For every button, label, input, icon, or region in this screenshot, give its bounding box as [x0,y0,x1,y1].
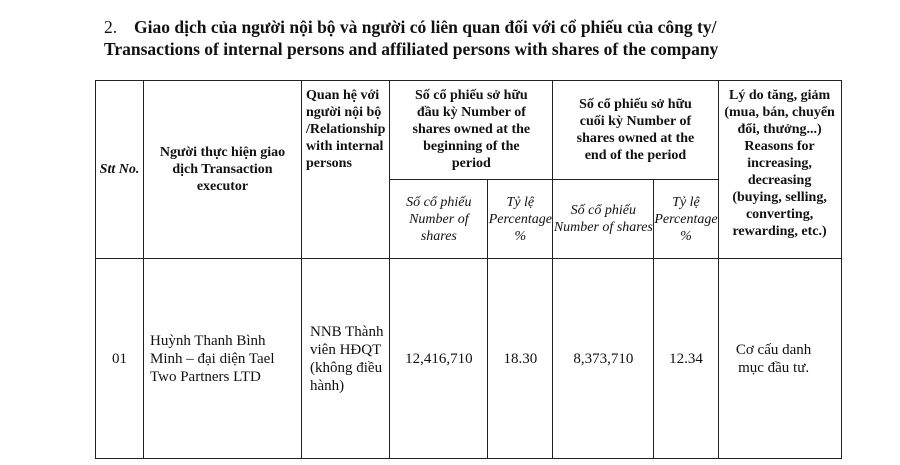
header-beginning: Số cổ phiếu sở hữu đầu kỳ Number of shares owned at the beginning of the period [390,81,553,180]
heading-line-vi: Giao dịch của người nội bộ và người có liên quan đối với cổ phiếu của công ty/ [134,17,717,37]
cell-end-percent: 12.34 [654,259,718,459]
header-begin-percent: Tỷ lệ Percentage % [488,180,553,259]
cell-reason: Cơ cấu danh mục đầu tư. [718,259,841,459]
cell-executor: Huỳnh Thanh Bình Minh – đại diện Tael Two Partners LTD [144,259,302,459]
header-end-percent: Tỷ lệ Percentage % [654,180,718,259]
header-relation: Quan hệ với người nội bộ /Relationship with internal persons [302,81,390,259]
cell-stt: 01 [96,259,144,459]
section-number: 2. [104,17,118,37]
heading-line-en: Transactions of internal persons and affiliated persons with shares of the company [104,39,719,59]
cell-relation: NNB Thành viên HĐQT (không điều hành) [302,259,390,459]
table-row [96,259,842,459]
header-executor: Người thực hiện giao dịch Transaction executor [144,81,302,259]
header-stt: Stt No. [96,81,144,259]
cell-end-shares: 8,373,710 [553,259,654,459]
header-end: Số cổ phiếu sở hữu cuối kỳ Number of shares owned at the end of the period [553,81,718,180]
cell-begin-shares: 12,416,710 [390,259,488,459]
section-heading [104,16,884,60]
cell-begin-percent: 18.30 [488,259,553,459]
header-end-shares: Số cổ phiếu Number of shares [553,180,654,259]
transactions-table [95,80,842,459]
header-reason: Lý do tăng, giảm (mua, bán, chuyển đổi, thưởng...) Reasons for increasing, decreasing (buying, selling, converting, rewarding, etc.) [718,81,841,259]
header-begin-shares: Số cổ phiếu Number of shares [390,180,488,259]
